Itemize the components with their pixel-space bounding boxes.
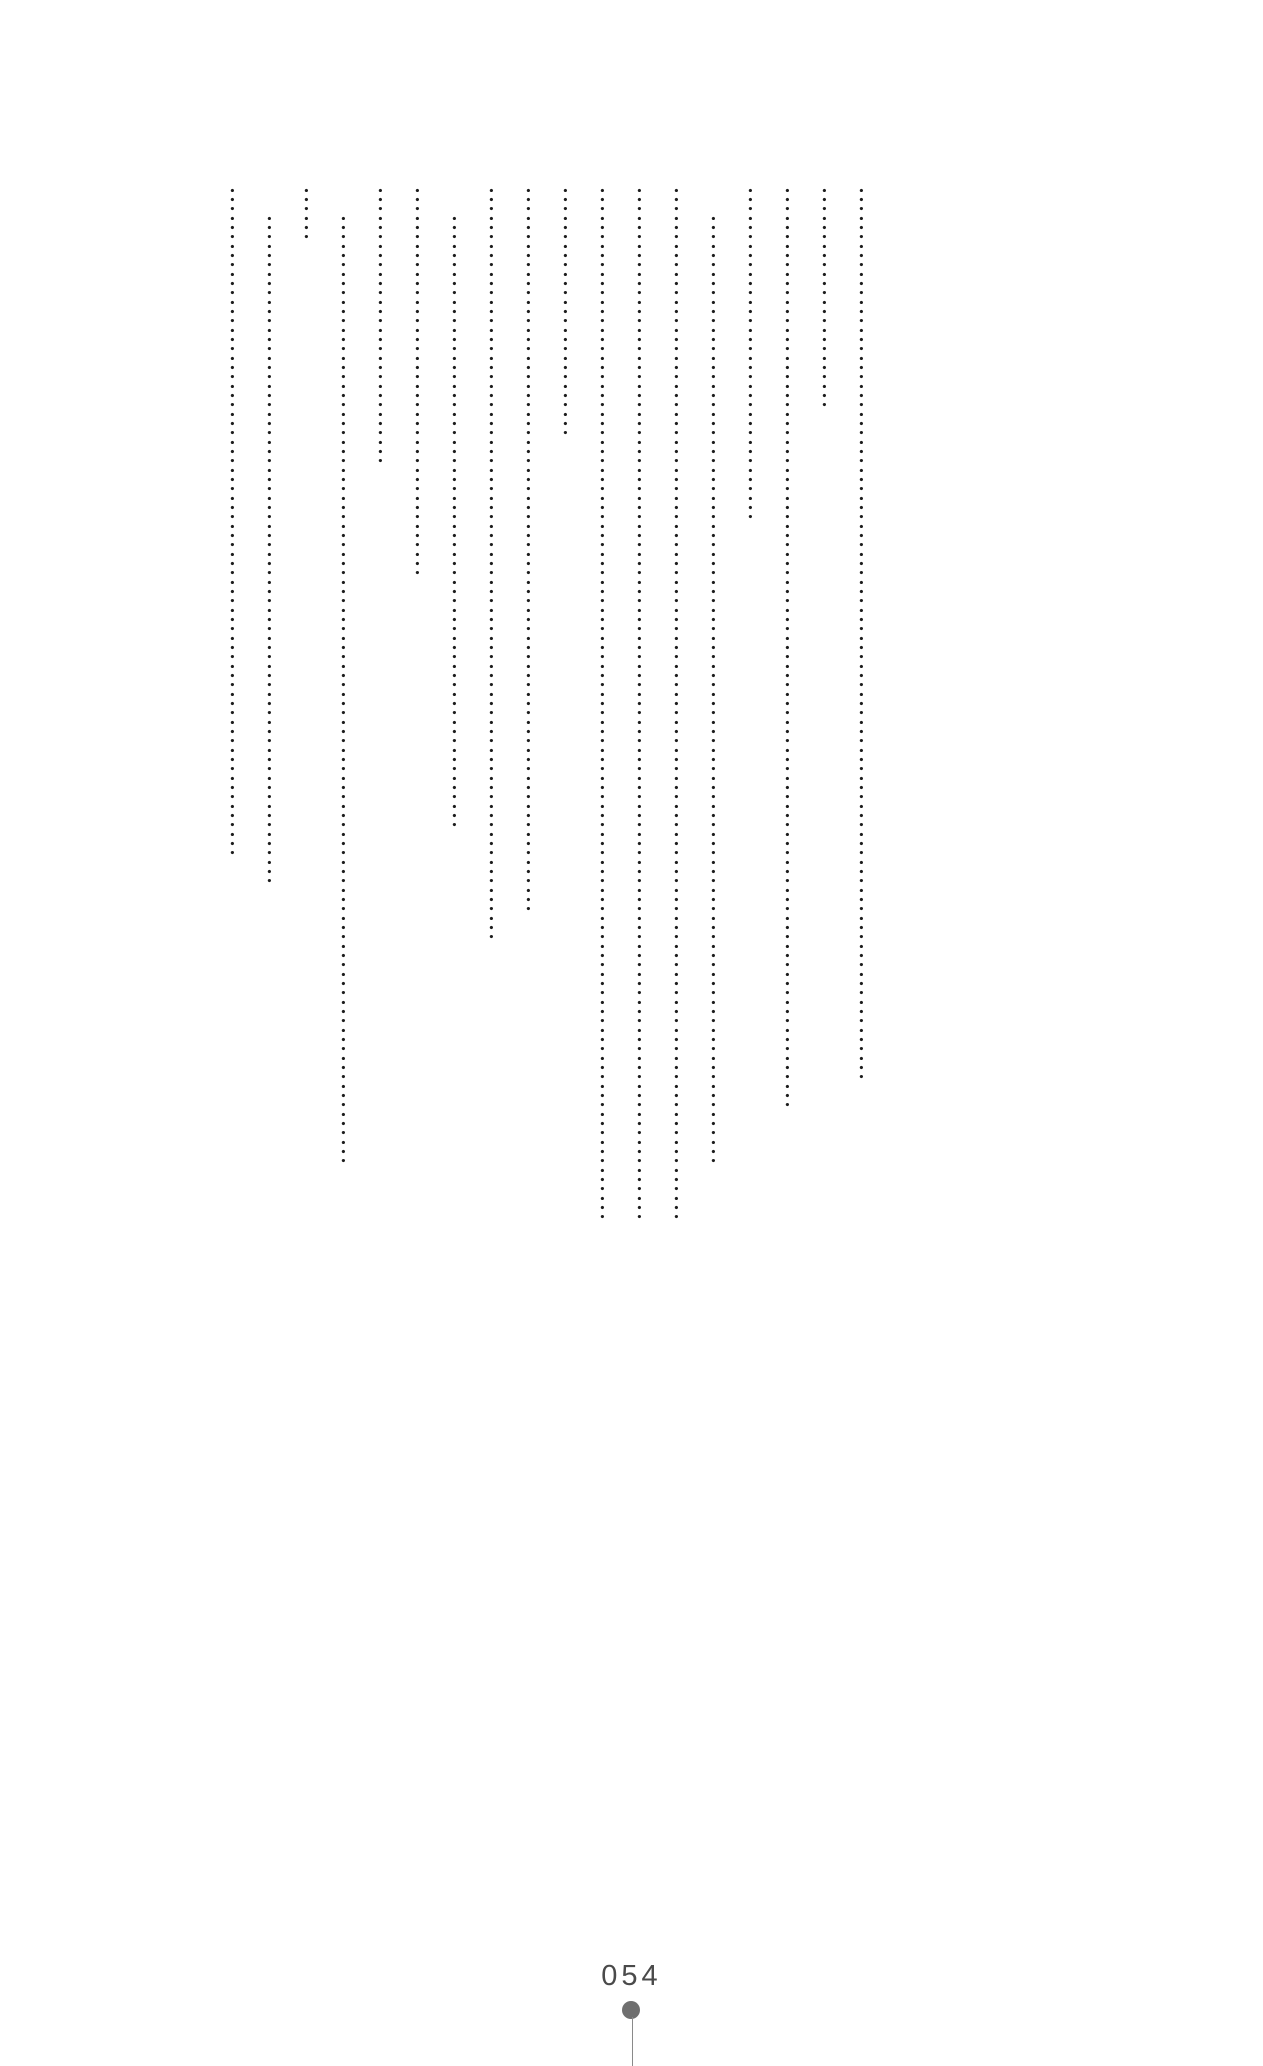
text-column: ………………………………	[743, 186, 773, 522]
text-column: …………………………………………………………………………………………………	[632, 186, 662, 1222]
text-column: …………………………	[373, 186, 403, 466]
text-column: ……	[299, 186, 329, 242]
text-column: ………………………	[558, 186, 588, 438]
text-column: ……………………………………	[410, 186, 440, 578]
text-column: ………………………………………………………………………	[484, 186, 514, 942]
text-column: ………………………………………………………………	[262, 186, 292, 886]
footer-ornament-line	[632, 2017, 633, 2066]
text-column: …………………………………………………………………………………………	[336, 186, 366, 1166]
text-column: …………………………………………………………………………………………………	[669, 186, 699, 1222]
body-text	[221, 186, 887, 1464]
text-column: …………………………………………………………	[447, 186, 477, 830]
text-column: ………………………………………………………………………………………	[780, 186, 810, 1110]
text-column: ……………………………………………………………………………………	[854, 186, 884, 1082]
text-column: …………………………………………………………………………………………………	[595, 186, 625, 1222]
text-column: ……………………	[817, 186, 847, 410]
text-column: …………………………………………………………………………………………	[706, 186, 736, 1166]
text-column: ………………………………………………………………	[225, 186, 255, 858]
text-column: ……………………………………………………………………	[521, 186, 551, 914]
page-number: 054	[601, 1960, 662, 1992]
footer-ornament-dot	[622, 2001, 640, 2019]
